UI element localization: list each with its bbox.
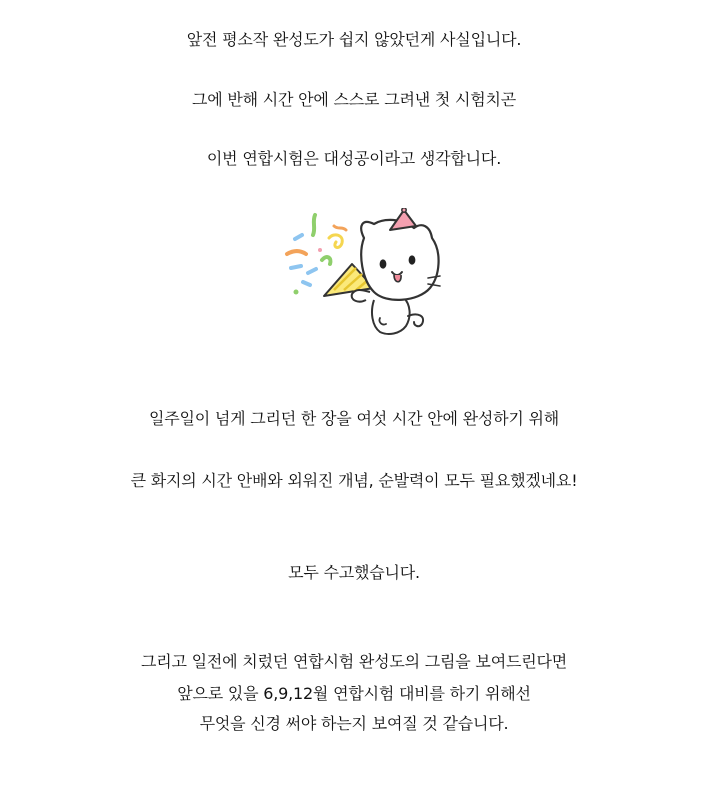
text-line: 큰 화지의 시간 안배와 외워진 개념, 순발력이 모두 필요했겠네요! — [130, 471, 578, 490]
text-line: 앞전 평소작 완성도가 쉽지 않았던게 사실입니다. — [186, 30, 522, 49]
text-line: 무엇을 신경 써야 하는지 보여질 것 같습니다. — [199, 714, 509, 733]
text-line: 그에 반해 시간 안에 스스로 그려낸 첫 시험치곤 — [191, 90, 517, 109]
celebrating-cat-icon — [282, 208, 442, 338]
text-line: 앞으로 있을 6,9,12월 연합시험 대비를 하기 위해선 — [177, 684, 531, 703]
cat-icon — [352, 220, 440, 334]
text-line: 모두 수고했습니다. — [288, 563, 420, 582]
text-line: 일주일이 넘게 그리던 한 장을 여섯 시간 안에 완성하기 위해 — [148, 409, 560, 428]
text-line: 그리고 일전에 치렀던 연합시험 완성도의 그림을 보여드린다면 — [141, 652, 567, 671]
text-line: 이번 연합시험은 대성공이라고 생각합니다. — [206, 149, 502, 168]
